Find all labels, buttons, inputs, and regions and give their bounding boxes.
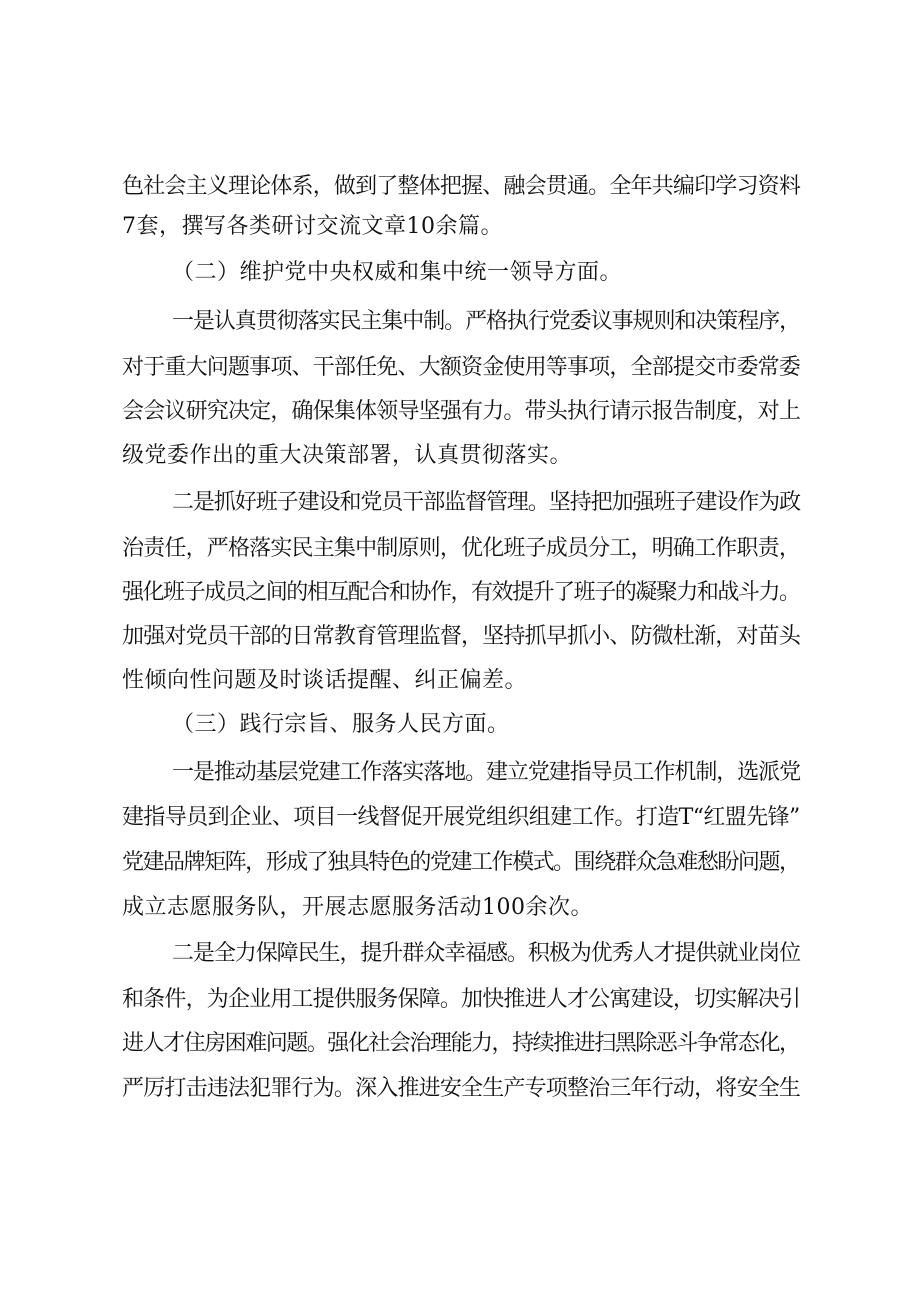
section-heading: （二）维护党中央权威和集中统一领导方面。 bbox=[172, 260, 623, 285]
text-line: 一是认真贯彻落实民主集中制。严格执行党委议事规则和决策程序， bbox=[172, 309, 801, 334]
text-line: 性倾向性问题及时谈话提醒、纠正偏差。 bbox=[122, 668, 528, 693]
text-line: 强化班子成员之间的相互配合和协作，有效提升了班子的凝聚力和战斗力。 bbox=[122, 580, 800, 605]
text-line: 对于重大问题事项、干部任免、大额资金使用等事项，全部提交市委常委 bbox=[122, 355, 801, 380]
text-line: 成立志愿服务队，开展志愿服务活动100余次。 bbox=[122, 895, 593, 920]
text-line: 和条件，为企业用工提供服务保障。加快推进人才公寓建设，切实解决引 bbox=[122, 987, 801, 1012]
text-line: 色社会主义理论体系，做到了整体把握、融会贯通。全年共编印学习资料 bbox=[122, 174, 801, 199]
text-line: 党建品牌矩阵，形成了独具特色的党建工作模式。围绕群众急难愁盼问题， bbox=[122, 850, 800, 875]
text-line: 级党委作出的重大决策部署，认真贯彻落实。 bbox=[122, 443, 573, 468]
text-line: 一是推动基层党建工作落实落地。建立党建指导员工作机制，选派党 bbox=[172, 760, 801, 785]
text-line: 二是抓好班子建设和党员干部监督管理。坚持把加强班子建设作为政 bbox=[172, 490, 801, 515]
text-line: 治责任，严格落实民主集中制原则，优化班子成员分工，明确工作职责， bbox=[122, 536, 801, 561]
text-line: 严厉打击违法犯罪行为。深入推进安全生产专项整治三年行动，将安全生 bbox=[122, 1076, 801, 1101]
section-heading: （三）践行宗旨、服务人民方面。 bbox=[172, 712, 510, 737]
text-line: 加强对党员干部的日常教育管理监督，坚持抓早抓小、防微杜渐，对苗头 bbox=[122, 624, 801, 649]
text-line: 会会议研究决定，确保集体领导坚强有力。带头执行请示报告制度，对上 bbox=[122, 399, 801, 424]
text-line: 二是全力保障民生，提升群众幸福感。积极为优秀人才提供就业岗位 bbox=[172, 941, 801, 966]
text-line: 建指导员到企业、项目一线督促开展党组织组建工作。打造T“红盟先锋” bbox=[122, 805, 800, 830]
text-line: 进人才住房困难问题。强化社会治理能力，持续推进扫黑除恶斗争常态化， bbox=[122, 1031, 800, 1056]
text-line: 7套，撰写各类研讨交流文章10余篇。 bbox=[122, 214, 503, 239]
